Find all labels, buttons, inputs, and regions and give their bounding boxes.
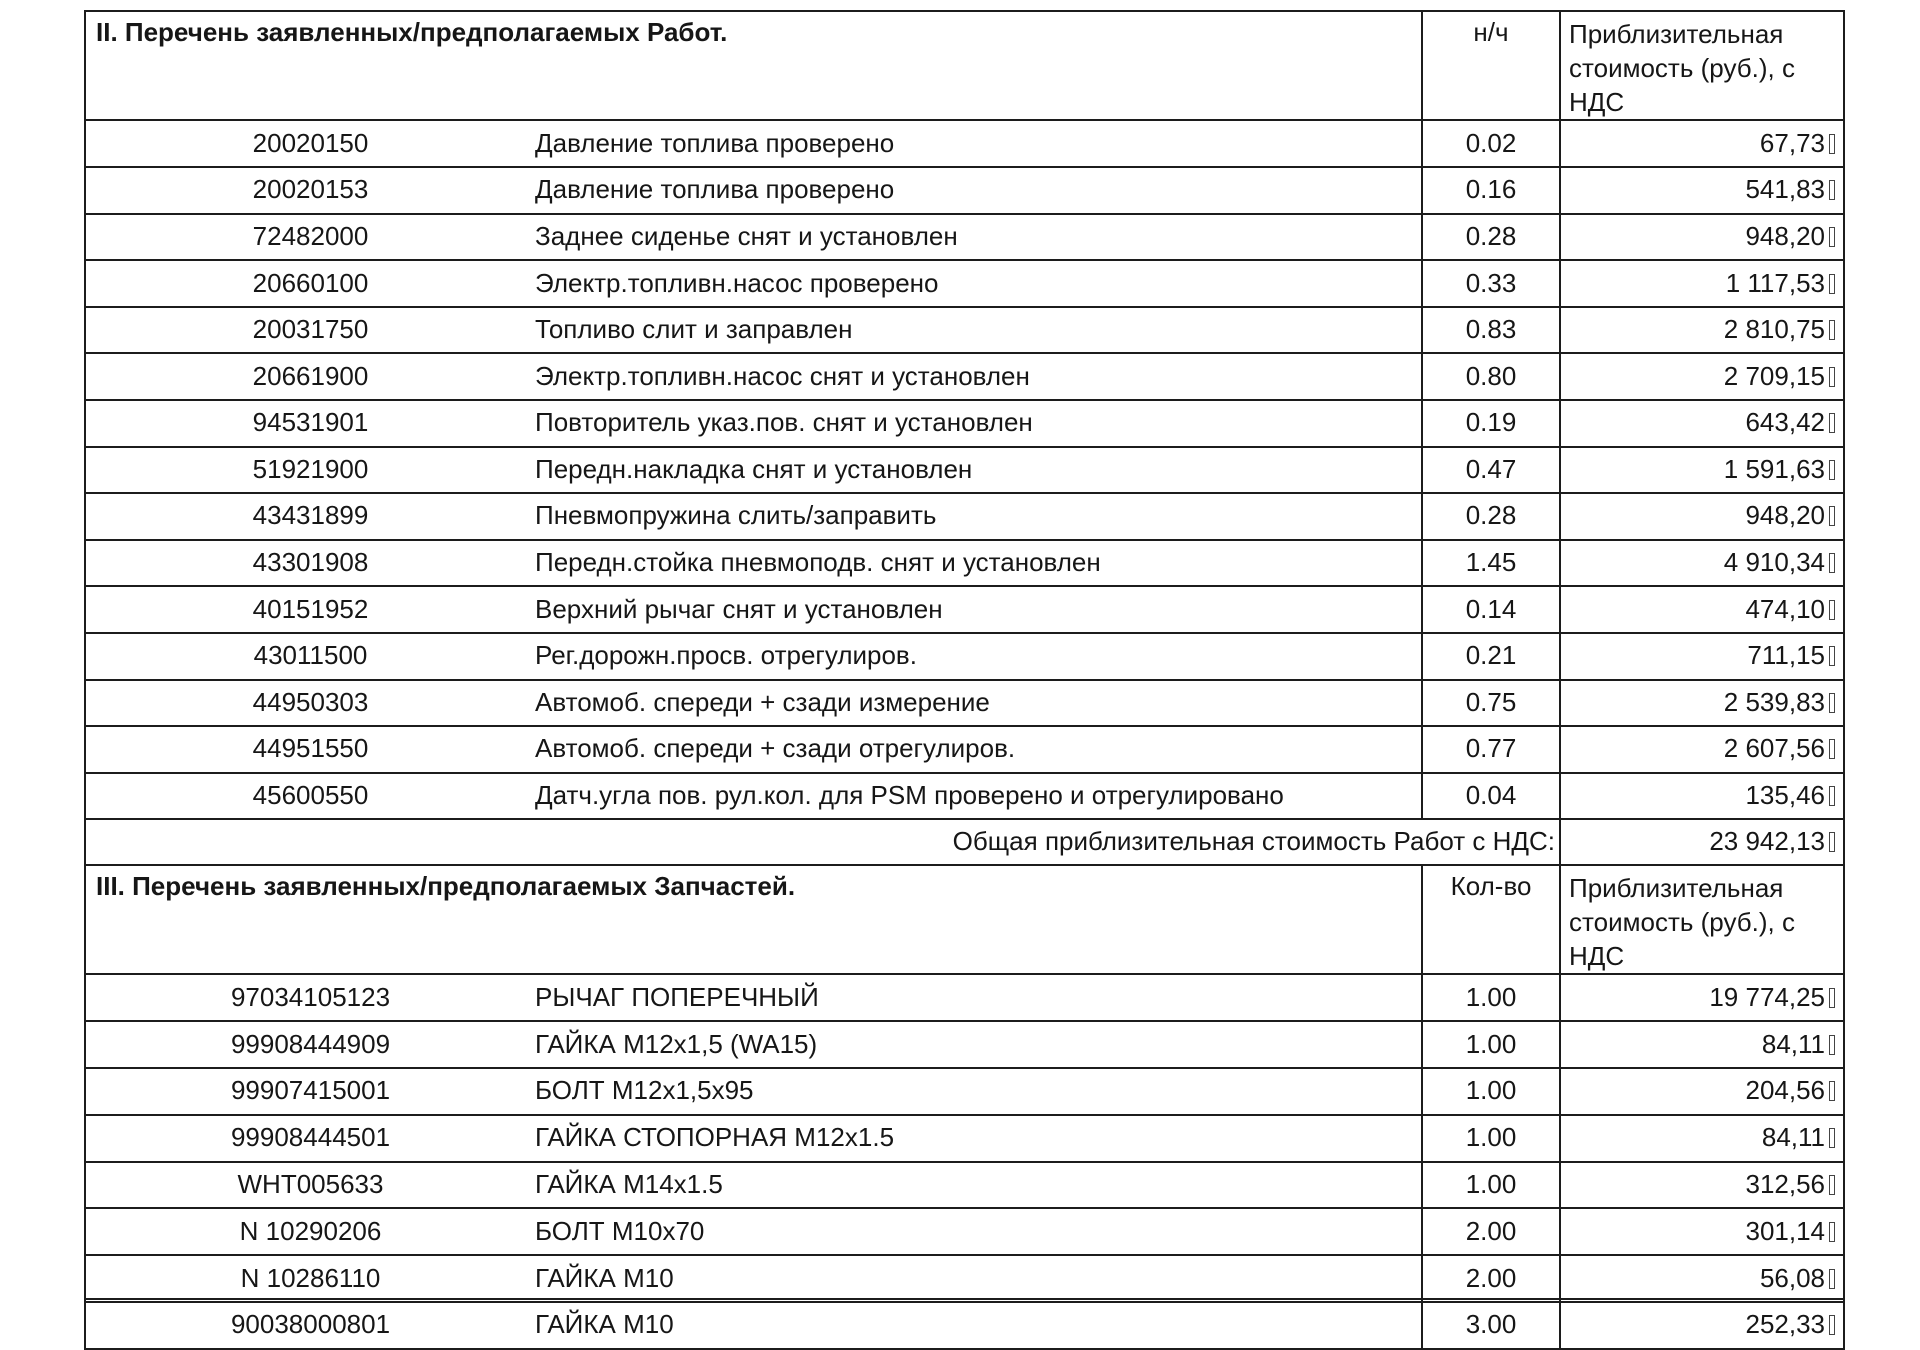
currency-symbol-icon [1829,739,1835,759]
row-code-text: 99908444909 [230,1028,391,1059]
row-name-text: Рег.дорожн.просв. отрегулиров. [535,640,917,671]
row-cost-text: 948,20 [1745,220,1825,251]
row-code-text: N 10290206 [239,1215,382,1246]
row-qty [1422,260,1560,307]
row-qty [1422,1115,1560,1162]
table-row [85,1208,1844,1255]
row-qty-text: 1.00 [1465,1122,1517,1153]
currency-symbol-icon [1829,367,1835,387]
currency-symbol-icon [1829,506,1835,526]
row-name-text: Давление топлива проверено [535,127,895,158]
row-cost-text: 1 591,63 [1723,453,1825,484]
row-name [535,773,1422,820]
row-qty [1422,400,1560,447]
row-cost [1560,586,1844,633]
row-qty [1422,974,1560,1021]
row-name-text: Давление топлива проверено [535,174,895,205]
row-qty-text: 0.14 [1465,593,1517,624]
currency-symbol-icon [1829,1128,1835,1148]
row-cost-text: 252,33 [1745,1309,1826,1340]
table-row [85,1255,1844,1302]
currency-symbol-icon [1829,553,1835,573]
row-code-text: 43301908 [252,547,369,578]
row-name [535,120,1422,167]
row-cost-text: 301,14 [1745,1215,1826,1246]
row-name [535,307,1422,354]
row-code [85,1021,535,1068]
row-qty-text: 3.00 [1465,1309,1517,1340]
row-cost-text: 474,10 [1745,593,1825,624]
row-name [535,680,1422,727]
row-code [85,120,535,167]
row-name [535,1162,1422,1209]
row-cost-text: 2 810,75 [1723,314,1825,345]
row-qty-text: 1.00 [1465,981,1517,1012]
row-cost [1560,400,1844,447]
row-cost [1560,1115,1844,1162]
works-header-row [85,11,1844,120]
works-title: II. Перечень заявленных/предполагаемых Работ. [85,11,1422,120]
works-qty-header: н/ч [1422,11,1560,120]
row-qty [1422,1302,1560,1349]
table-row [85,1162,1844,1209]
row-cost [1560,1068,1844,1115]
row-qty-text: 0.02 [1465,127,1517,158]
row-name [535,167,1422,214]
row-cost [1560,260,1844,307]
table-row [85,493,1844,540]
row-qty-text: 0.77 [1465,733,1517,764]
row-code [85,1255,535,1302]
row-name-text: Электр.топливн.насос проверено [535,267,939,298]
row-code-text: 20020150 [252,127,369,158]
row-cost-text: 4 910,34 [1723,547,1825,578]
row-qty [1422,773,1560,820]
row-name-text: Пневмопружина слить/заправить [535,500,937,531]
row-cost [1560,353,1844,400]
row-cost [1560,307,1844,354]
row-cost-text: 312,56 [1745,1169,1826,1200]
row-qty-text: 1.45 [1465,547,1517,578]
row-qty [1422,120,1560,167]
row-code-text: 20660100 [252,267,369,298]
row-name-text: Датч.угла пов. рул.кол. для PSM проверено и отрегулировано [535,780,1284,811]
row-qty-text: 2.00 [1465,1215,1517,1246]
row-cost [1560,1162,1844,1209]
table-row [85,680,1844,727]
currency-symbol-icon [1829,832,1835,852]
row-code [85,260,535,307]
row-cost-text: 84,11 [1761,1122,1826,1153]
row-code [85,1068,535,1115]
currency-symbol-icon [1829,1081,1835,1101]
row-code [85,1162,535,1209]
row-name-text: РЫЧАГ ПОПЕРЕЧНЫЙ [535,981,819,1012]
row-qty-text: 0.33 [1465,267,1517,298]
row-cost-text: 948,20 [1745,500,1825,531]
table-row [85,540,1844,587]
row-qty [1422,447,1560,494]
row-cost [1560,493,1844,540]
works-total-row [85,819,1844,865]
row-qty [1422,726,1560,773]
row-cost [1560,633,1844,680]
row-name-text: Автомоб. спереди + сзади отрегулиров. [535,733,1016,764]
currency-symbol-icon [1829,600,1835,620]
row-cost-text: 643,42 [1745,407,1825,438]
row-name [535,586,1422,633]
currency-symbol-icon [1829,134,1835,154]
row-code-text: 43011500 [253,640,368,671]
row-cost [1560,974,1844,1021]
row-qty [1422,214,1560,261]
table-row [85,260,1844,307]
row-qty [1422,493,1560,540]
row-code [85,680,535,727]
table-row [85,726,1844,773]
row-qty-text: 0.28 [1465,500,1517,531]
row-cost-text: 204,56 [1745,1075,1826,1106]
currency-symbol-icon [1829,646,1835,666]
row-cost [1560,1021,1844,1068]
row-name [535,974,1422,1021]
row-cost-text: 135,46 [1745,780,1825,811]
works-total-label: Общая приблизительная стоимость Работ с НДС: [85,819,1560,865]
row-code [85,307,535,354]
row-qty-text: 0.19 [1465,407,1517,438]
parts-table [84,864,1845,1350]
row-qty-text: 0.75 [1465,686,1517,717]
row-name-text: Автомоб. спереди + сзади измерение [535,686,990,717]
row-name [535,1021,1422,1068]
row-qty [1422,633,1560,680]
row-qty-text: 1.00 [1465,1028,1517,1059]
currency-symbol-icon [1829,320,1835,340]
row-code [85,974,535,1021]
row-name [535,260,1422,307]
row-cost-text: 19 774,25 [1709,981,1826,1012]
parts-header-row [85,865,1844,974]
row-name [535,447,1422,494]
row-qty [1422,1162,1560,1209]
row-code-text: 94531901 [252,407,369,438]
currency-symbol-icon [1829,1315,1835,1335]
row-code-text: 72482000 [252,220,369,251]
row-name [535,1068,1422,1115]
table-row [85,974,1844,1021]
row-cost [1560,773,1844,820]
row-name-text: БОЛТ M10x70 [535,1215,705,1246]
row-code-text: 51921900 [252,453,369,484]
row-qty-text: 0.83 [1465,314,1517,345]
row-cost-text: 2 607,56 [1723,733,1825,764]
row-cost-text: 541,83 [1745,174,1825,205]
works-cost-header: Приблизительная стоимость (руб.), с НДС [1560,11,1844,120]
row-code [85,400,535,447]
row-qty [1422,1208,1560,1255]
table-row [85,307,1844,354]
parts-cost-header: Приблизительная стоимость (руб.), с НДС [1560,865,1844,974]
row-name-text: Топливо слит и заправлен [535,314,853,345]
row-code [85,214,535,261]
row-code-text: 99908444501 [230,1122,391,1153]
row-qty [1422,1068,1560,1115]
row-name-text: Передн.стойка пневмоподв. снят и установлен [535,547,1101,578]
row-code [85,353,535,400]
table-row [85,1068,1844,1115]
row-qty-text: 1.00 [1465,1169,1517,1200]
row-code [85,1115,535,1162]
row-code [85,1208,535,1255]
works-table [84,10,1845,866]
row-code-text: 20020153 [252,174,369,205]
row-code [85,633,535,680]
table-row [85,633,1844,680]
row-code [85,447,535,494]
row-cost [1560,1208,1844,1255]
currency-symbol-icon [1829,180,1835,200]
row-code [85,586,535,633]
row-name [535,540,1422,587]
table-row [85,214,1844,261]
row-code-text: 45600550 [252,780,369,811]
row-qty [1422,540,1560,587]
table-row [85,447,1844,494]
row-code-text: 44951550 [252,733,369,764]
currency-symbol-icon [1829,786,1835,806]
row-qty-text: 0.21 [1465,640,1517,671]
row-cost [1560,447,1844,494]
row-name-text: ГАЙКА M10 [535,1309,674,1340]
row-code-text: 43431899 [252,500,369,531]
row-name [535,493,1422,540]
row-cost-text: 67,73 [1759,127,1825,158]
row-name-text: Верхний рычаг снят и установлен [535,593,943,624]
parts-qty-header: Кол-во [1422,865,1560,974]
table-row [85,167,1844,214]
row-name [535,1255,1422,1302]
row-name-text: ГАЙКА СТОПОРНАЯ M12x1.5 [535,1122,895,1153]
currency-symbol-icon [1829,988,1835,1008]
table-row [85,586,1844,633]
row-code-text: 20661900 [252,360,369,391]
row-code-text: WHT005633 [237,1169,384,1200]
row-code-text: 99907415001 [230,1075,391,1106]
row-name [535,214,1422,261]
row-code-text: 20031750 [252,314,369,345]
currency-symbol-icon [1829,460,1835,480]
table-row [85,1115,1844,1162]
row-cost [1560,540,1844,587]
row-name [535,726,1422,773]
row-name-text: ГАЙКА M12x1,5 (WA15) [535,1028,818,1059]
currency-symbol-icon [1829,274,1835,294]
row-name-text: ГАЙКА M10 [535,1262,674,1293]
row-code-text: 40151952 [252,593,369,624]
currency-symbol-icon [1829,1175,1835,1195]
row-name-text: Передн.накладка снят и установлен [535,453,973,484]
row-name-text: БОЛТ M12x1,5x95 [535,1075,754,1106]
row-qty [1422,307,1560,354]
row-code-text: 90038000801 [230,1309,391,1340]
row-qty-text: 0.80 [1465,360,1517,391]
table-row [85,1302,1844,1349]
row-code-text: 44950303 [252,686,369,717]
currency-symbol-icon [1829,1035,1835,1055]
row-qty-text: 1.00 [1465,1075,1517,1106]
row-qty-text: 0.47 [1465,453,1517,484]
row-cost [1560,680,1844,727]
row-code-text: N 10286110 [240,1262,381,1293]
table-row [85,120,1844,167]
row-code [85,726,535,773]
currency-symbol-icon [1829,693,1835,713]
row-cost-text: 84,11 [1761,1028,1826,1059]
row-name [535,353,1422,400]
row-qty [1422,586,1560,633]
table-continuation-border [84,1298,1843,1300]
row-cost-text: 56,08 [1759,1262,1826,1293]
currency-symbol-icon [1829,227,1835,247]
row-cost [1560,1255,1844,1302]
row-cost [1560,120,1844,167]
row-cost-text: 2 709,15 [1723,360,1825,391]
row-qty [1422,353,1560,400]
row-cost [1560,1302,1844,1349]
row-qty [1422,1021,1560,1068]
row-cost-text: 2 539,83 [1723,686,1825,717]
row-code-text: 97034105123 [230,981,391,1012]
row-qty [1422,167,1560,214]
row-name [535,1302,1422,1349]
table-row [85,1021,1844,1068]
row-name-text: Заднее сиденье снят и установлен [535,220,958,251]
row-name [535,400,1422,447]
row-cost [1560,726,1844,773]
row-qty [1422,1255,1560,1302]
row-cost [1560,167,1844,214]
row-code [85,167,535,214]
row-qty-text: 2.00 [1465,1262,1517,1293]
row-qty-text: 0.16 [1465,174,1517,205]
row-code [85,540,535,587]
row-qty-text: 0.04 [1465,780,1517,811]
row-name-text: Электр.топливн.насос снят и установлен [535,360,1030,391]
row-cost-text: 711,15 [1747,640,1825,671]
row-name [535,633,1422,680]
row-name-text: Повторитель указ.пов. снят и установлен [535,407,1033,438]
works-total-value [1560,819,1844,865]
parts-title: III. Перечень заявленных/предполагаемых Запчастей. [85,865,1422,974]
row-name [535,1208,1422,1255]
table-row [85,400,1844,447]
table-row [85,353,1844,400]
currency-symbol-icon [1829,1222,1835,1242]
table-row [85,773,1844,820]
row-name-text: ГАЙКА M14x1.5 [535,1169,723,1200]
row-code [85,773,535,820]
row-qty-text: 0.28 [1465,220,1517,251]
row-qty [1422,680,1560,727]
row-name [535,1115,1422,1162]
currency-symbol-icon [1829,1269,1835,1289]
row-code [85,1302,535,1349]
row-code [85,493,535,540]
currency-symbol-icon [1829,413,1835,433]
row-cost-text: 1 117,53 [1725,267,1825,298]
row-cost [1560,214,1844,261]
works-total-value-text: 23 942,13 [1709,826,1825,857]
